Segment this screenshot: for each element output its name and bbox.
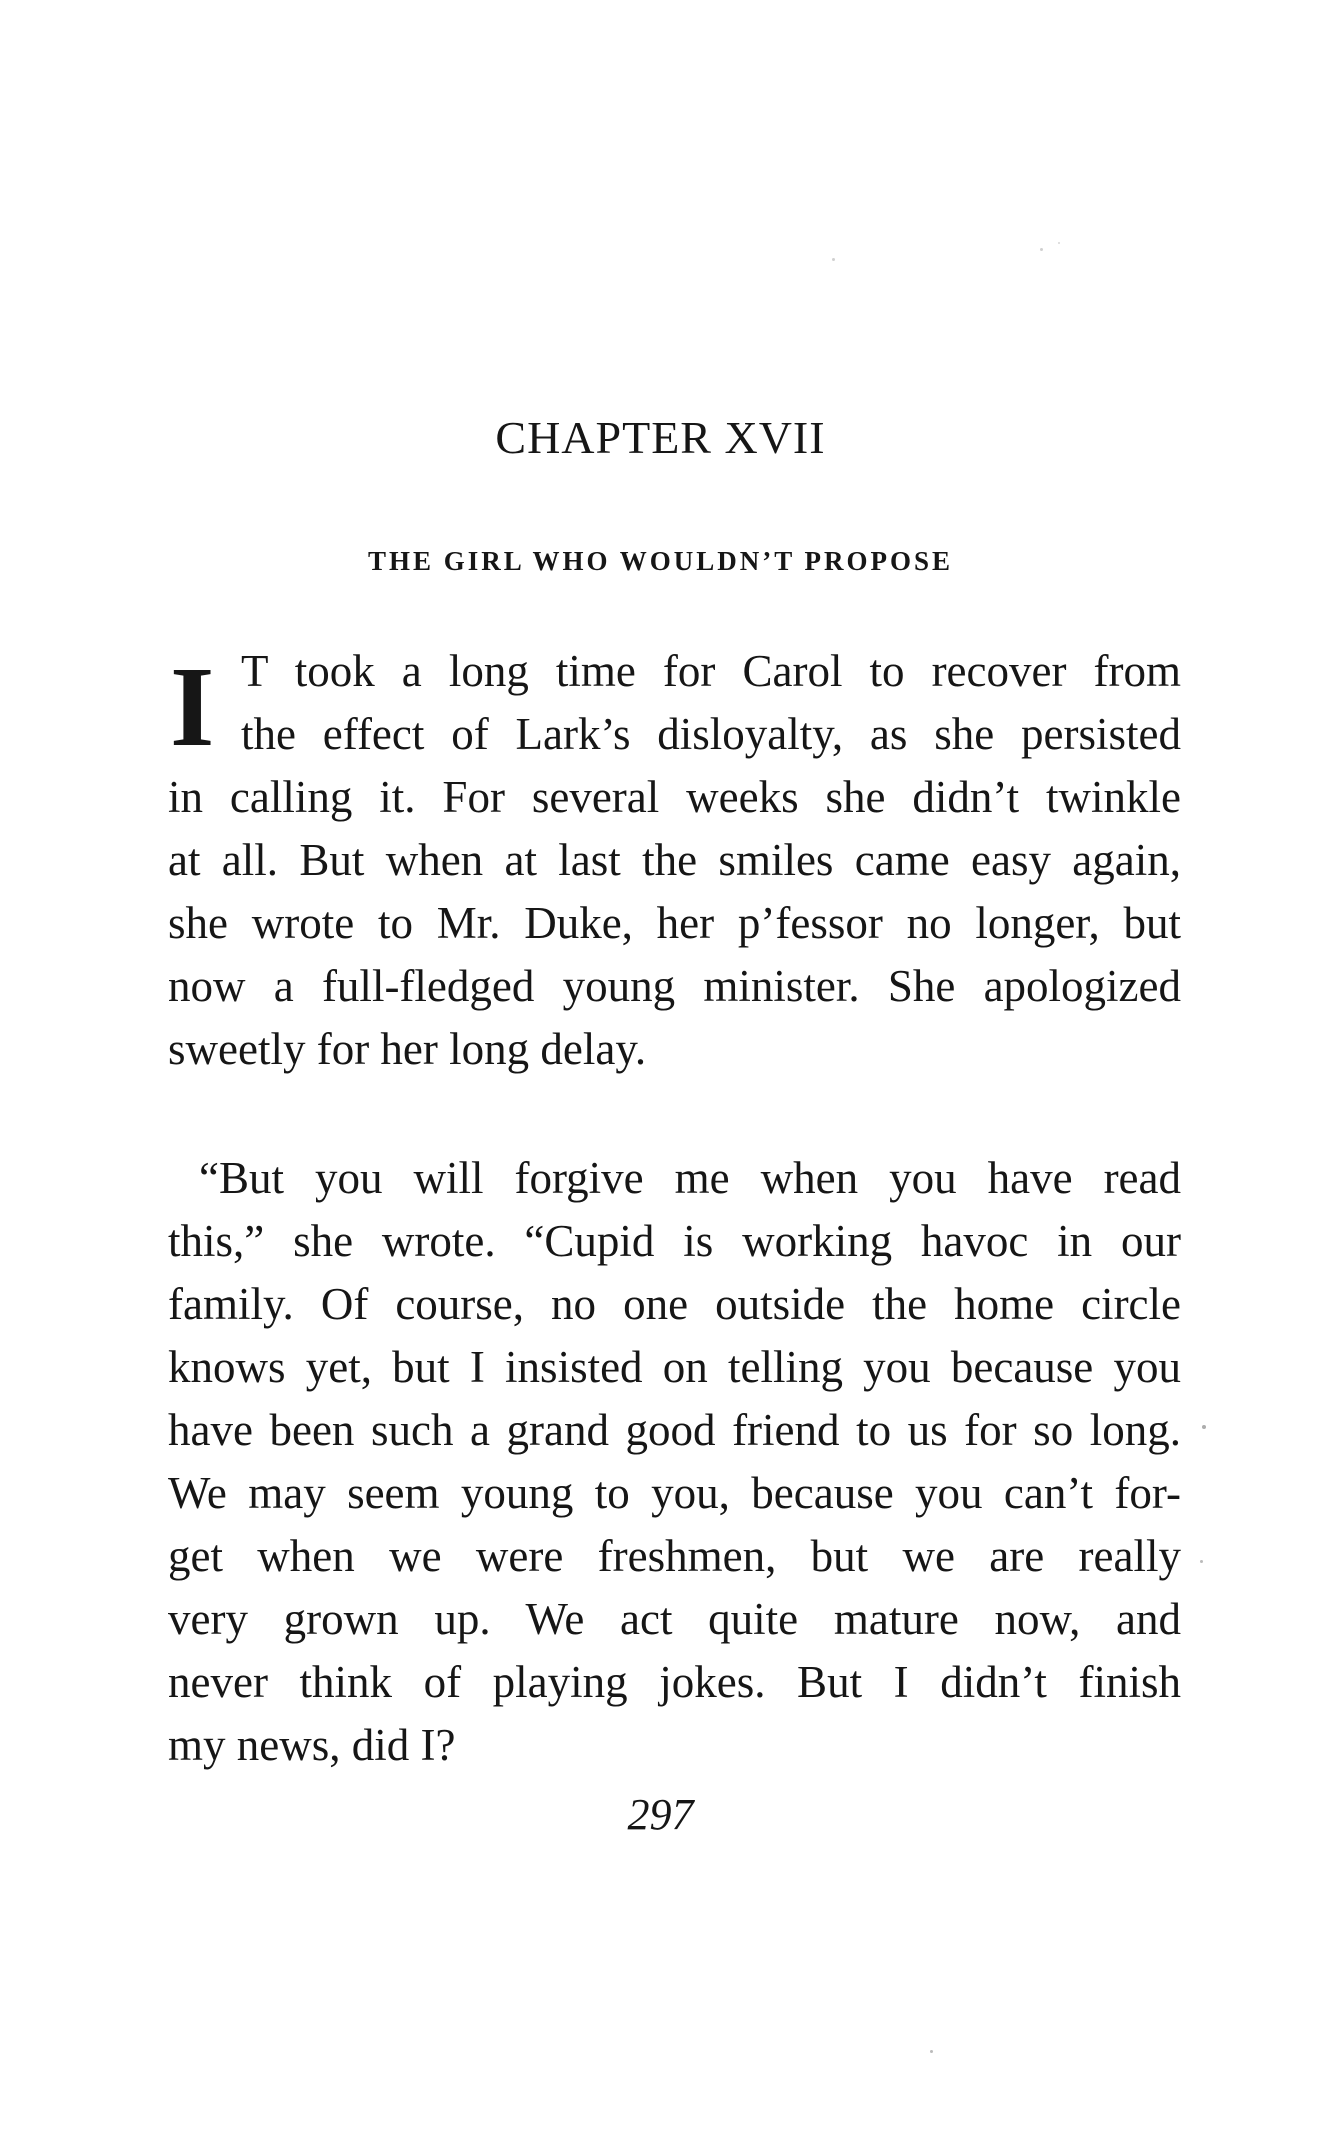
chapter-subtitle: THE GIRL WHO WOULDN’T PROPOSE — [367, 546, 954, 576]
text-line: now a full-fledged young minister. She apologized — [168, 961, 1181, 1011]
text-line: T took a long time for Carol to recover from — [241, 646, 1181, 696]
text-line: get when we were freshmen, but we are really — [168, 1531, 1181, 1581]
text-line: in calling it. For several weeks she didn’t twinkle — [168, 772, 1181, 822]
text-line: she wrote to Mr. Duke, her p’fessor no longer, but — [168, 898, 1181, 948]
drop-cap: I — [170, 643, 215, 770]
scan-speck — [1200, 1560, 1203, 1563]
text-line: the effect of Lark’s disloyalty, as she persisted — [241, 709, 1181, 759]
scan-speck — [930, 2050, 933, 2053]
scan-speck — [1058, 242, 1060, 244]
text-line: “But you will forgive me when you have read — [199, 1153, 1181, 1203]
text-line: sweetly for her long delay. — [168, 1024, 647, 1074]
scan-speck — [1202, 1425, 1206, 1429]
page-number: 297 — [627, 1790, 694, 1839]
scan-speck — [832, 258, 835, 261]
scan-speck — [1040, 248, 1043, 251]
chapter-heading: CHAPTER XVII — [495, 412, 826, 463]
text-line: knows yet, but I insisted on telling you because you — [168, 1342, 1181, 1392]
text-line: never think of playing jokes. But I didn’t finish — [168, 1657, 1181, 1707]
letter-paragraph — [168, 1147, 1181, 1777]
text-line: very grown up. We act quite mature now, and — [168, 1594, 1181, 1644]
text-line: my news, did I? — [168, 1720, 456, 1770]
text-line: family. Of course, no one outside the home circle — [168, 1279, 1181, 1329]
text-line: have been such a grand good friend to us for so long. — [168, 1405, 1181, 1455]
opening-paragraph — [168, 640, 1181, 1081]
text-line: We may seem young to you, because you can’t for- — [168, 1468, 1181, 1518]
text-line: at all. But when at last the smiles came easy again, — [168, 835, 1181, 885]
text-line: this,” she wrote. “Cupid is working havoc in our — [168, 1216, 1181, 1266]
